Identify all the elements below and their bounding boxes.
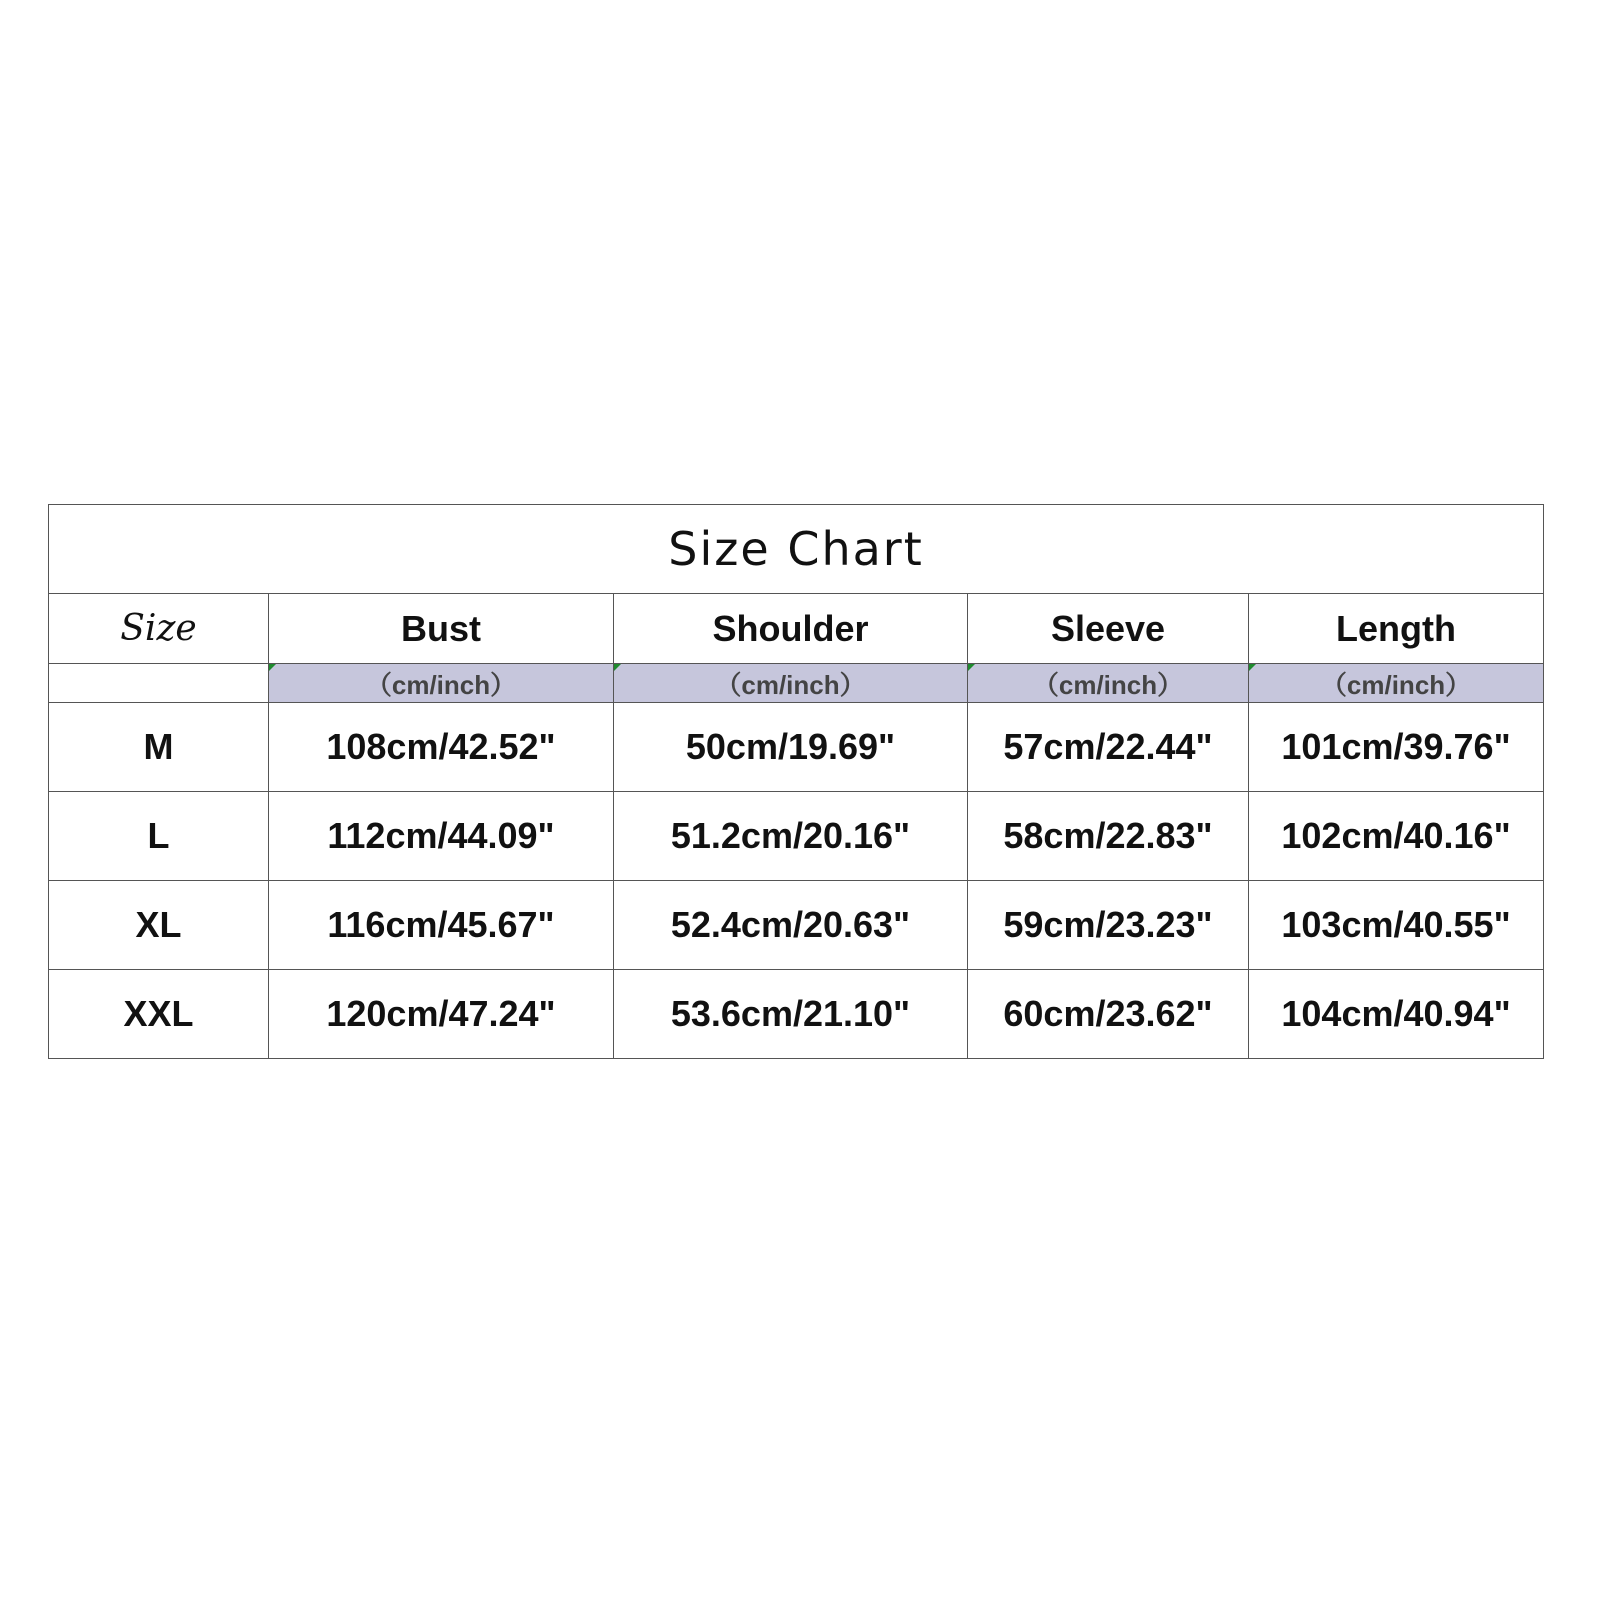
unit-cell-shoulder [614,664,968,703]
unit-cell-length [1249,664,1544,703]
unit-label: （cm/inch） [365,669,517,700]
corner-mark-icon [1249,664,1256,671]
bust-cell: 108cm/42.52" [269,703,614,792]
unit-blank-cell [49,664,269,703]
header-shoulder: Shoulder [614,594,968,664]
size-cell: L [49,792,269,881]
length-cell: 101cm/39.76" [1249,703,1544,792]
size-cell: XL [49,881,269,970]
header-bust: Bust [269,594,614,664]
sleeve-cell: 60cm/23.62" [968,970,1249,1059]
table-row [49,703,1544,792]
bust-cell: 120cm/47.24" [269,970,614,1059]
length-cell: 104cm/40.94" [1249,970,1544,1059]
length-cell: 102cm/40.16" [1249,792,1544,881]
shoulder-cell: 50cm/19.69" [614,703,968,792]
corner-mark-icon [968,664,975,671]
length-cell: 103cm/40.55" [1249,881,1544,970]
unit-label: （cm/inch） [715,669,866,700]
bust-cell: 112cm/44.09" [269,792,614,881]
table-row [49,792,1544,881]
chart-title: Size Chart [49,505,1544,594]
bust-cell: 116cm/45.67" [269,881,614,970]
table-row [49,881,1544,970]
unit-cell-sleeve [968,664,1249,703]
sleeve-cell: 59cm/23.23" [968,881,1249,970]
header-length: Length [1249,594,1544,664]
shoulder-cell: 51.2cm/20.16" [614,792,968,881]
sleeve-cell: 57cm/22.44" [968,703,1249,792]
corner-mark-icon [614,664,621,671]
size-cell: XXL [49,970,269,1059]
unit-label: （cm/inch） [1320,669,1472,700]
size-cell: M [49,703,269,792]
sleeve-cell: 58cm/22.83" [968,792,1249,881]
header-sleeve: Sleeve [968,594,1249,664]
unit-cell-bust [269,664,614,703]
size-chart-table [48,504,1544,1059]
shoulder-cell: 52.4cm/20.63" [614,881,968,970]
header-size: Size [49,594,269,664]
corner-mark-icon [269,664,276,671]
shoulder-cell: 53.6cm/21.10" [614,970,968,1059]
unit-row [49,664,1544,703]
header-row [49,594,1544,664]
table-row [49,970,1544,1059]
unit-label: （cm/inch） [1032,669,1184,700]
